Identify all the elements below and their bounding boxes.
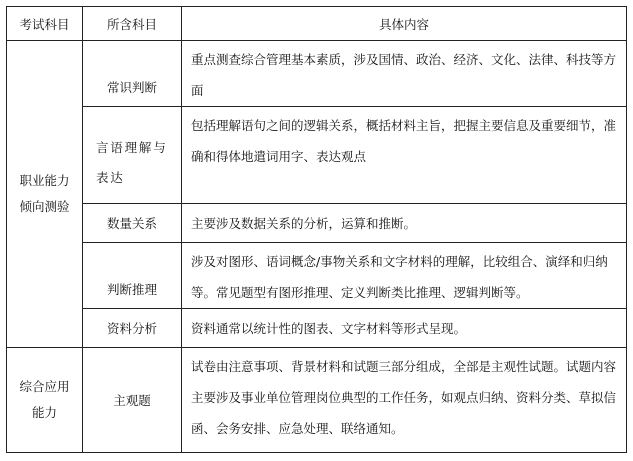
subject-cell [83,204,182,243]
content-text: 主要涉及数据关系的分析，运算和推断。 [191,215,417,231]
exam-subject-cell [7,348,83,453]
header-included-subject: 所含科目 [83,7,182,41]
header-content: 具体内容 [182,7,627,41]
content-cell [182,309,627,348]
exam-subject-line1: 职业能力 [19,173,70,188]
subject-label: 言语理解与表达 [96,140,168,185]
subject-cell [83,243,182,309]
subject-cell [83,348,182,453]
table-row [7,41,627,107]
exam-content-table [6,6,627,453]
content-cell [182,41,627,107]
exam-subject-cell [7,41,83,348]
subject-cell [83,41,182,107]
content-text: 资料通常以统计性的图表、文字材料等形式呈现。 [191,320,467,336]
table-header-row [7,7,627,41]
content-cell [182,107,627,204]
subject-label: 资料分析 [106,321,157,336]
exam-subject-line1: 综合应用 [19,379,70,394]
subject-cell [83,309,182,348]
subject-label: 数量关系 [106,216,157,231]
content-text: 试卷由注意事项、背景材料和试题三部分组成，全部是主观性试题。试题内容主要涉及事业单位管理岗位典型的工作任务，如观点归纳、资料分类、草拟信函、会务安排、应急处理、联络通知。 [191,359,617,436]
content-text: 包括理解语句之间的逻辑关系，概括材料主旨，把握主要信息及重要细节，准确和得体地遣词用字、表达观点 [191,118,617,164]
content-cell [182,204,627,243]
exam-subject-line2: 能力 [31,405,57,420]
table-row [7,309,627,348]
table-row [7,243,627,309]
table-row [7,204,627,243]
content-text: 重点测查综合管理基本素质，涉及国情、政治、经济、文化、法律、科技等方面 [191,52,617,98]
content-text: 涉及对图形、语词概念/事物关系和文字材料的理解，比较组合、演绎和归纳等。常见题型有图形推理、定义判断类比推理、逻辑判断等。 [191,254,608,300]
subject-label: 判断推理 [106,282,157,297]
content-cell [182,243,627,309]
header-exam-subject: 考试科目 [7,7,83,41]
exam-subject-line2: 倾向测验 [19,199,70,214]
subject-label: 主观题 [113,393,151,408]
table-row [7,107,627,204]
content-cell [182,348,627,453]
table-row [7,348,627,453]
subject-cell [83,107,182,204]
subject-label: 常识判断 [106,80,157,95]
